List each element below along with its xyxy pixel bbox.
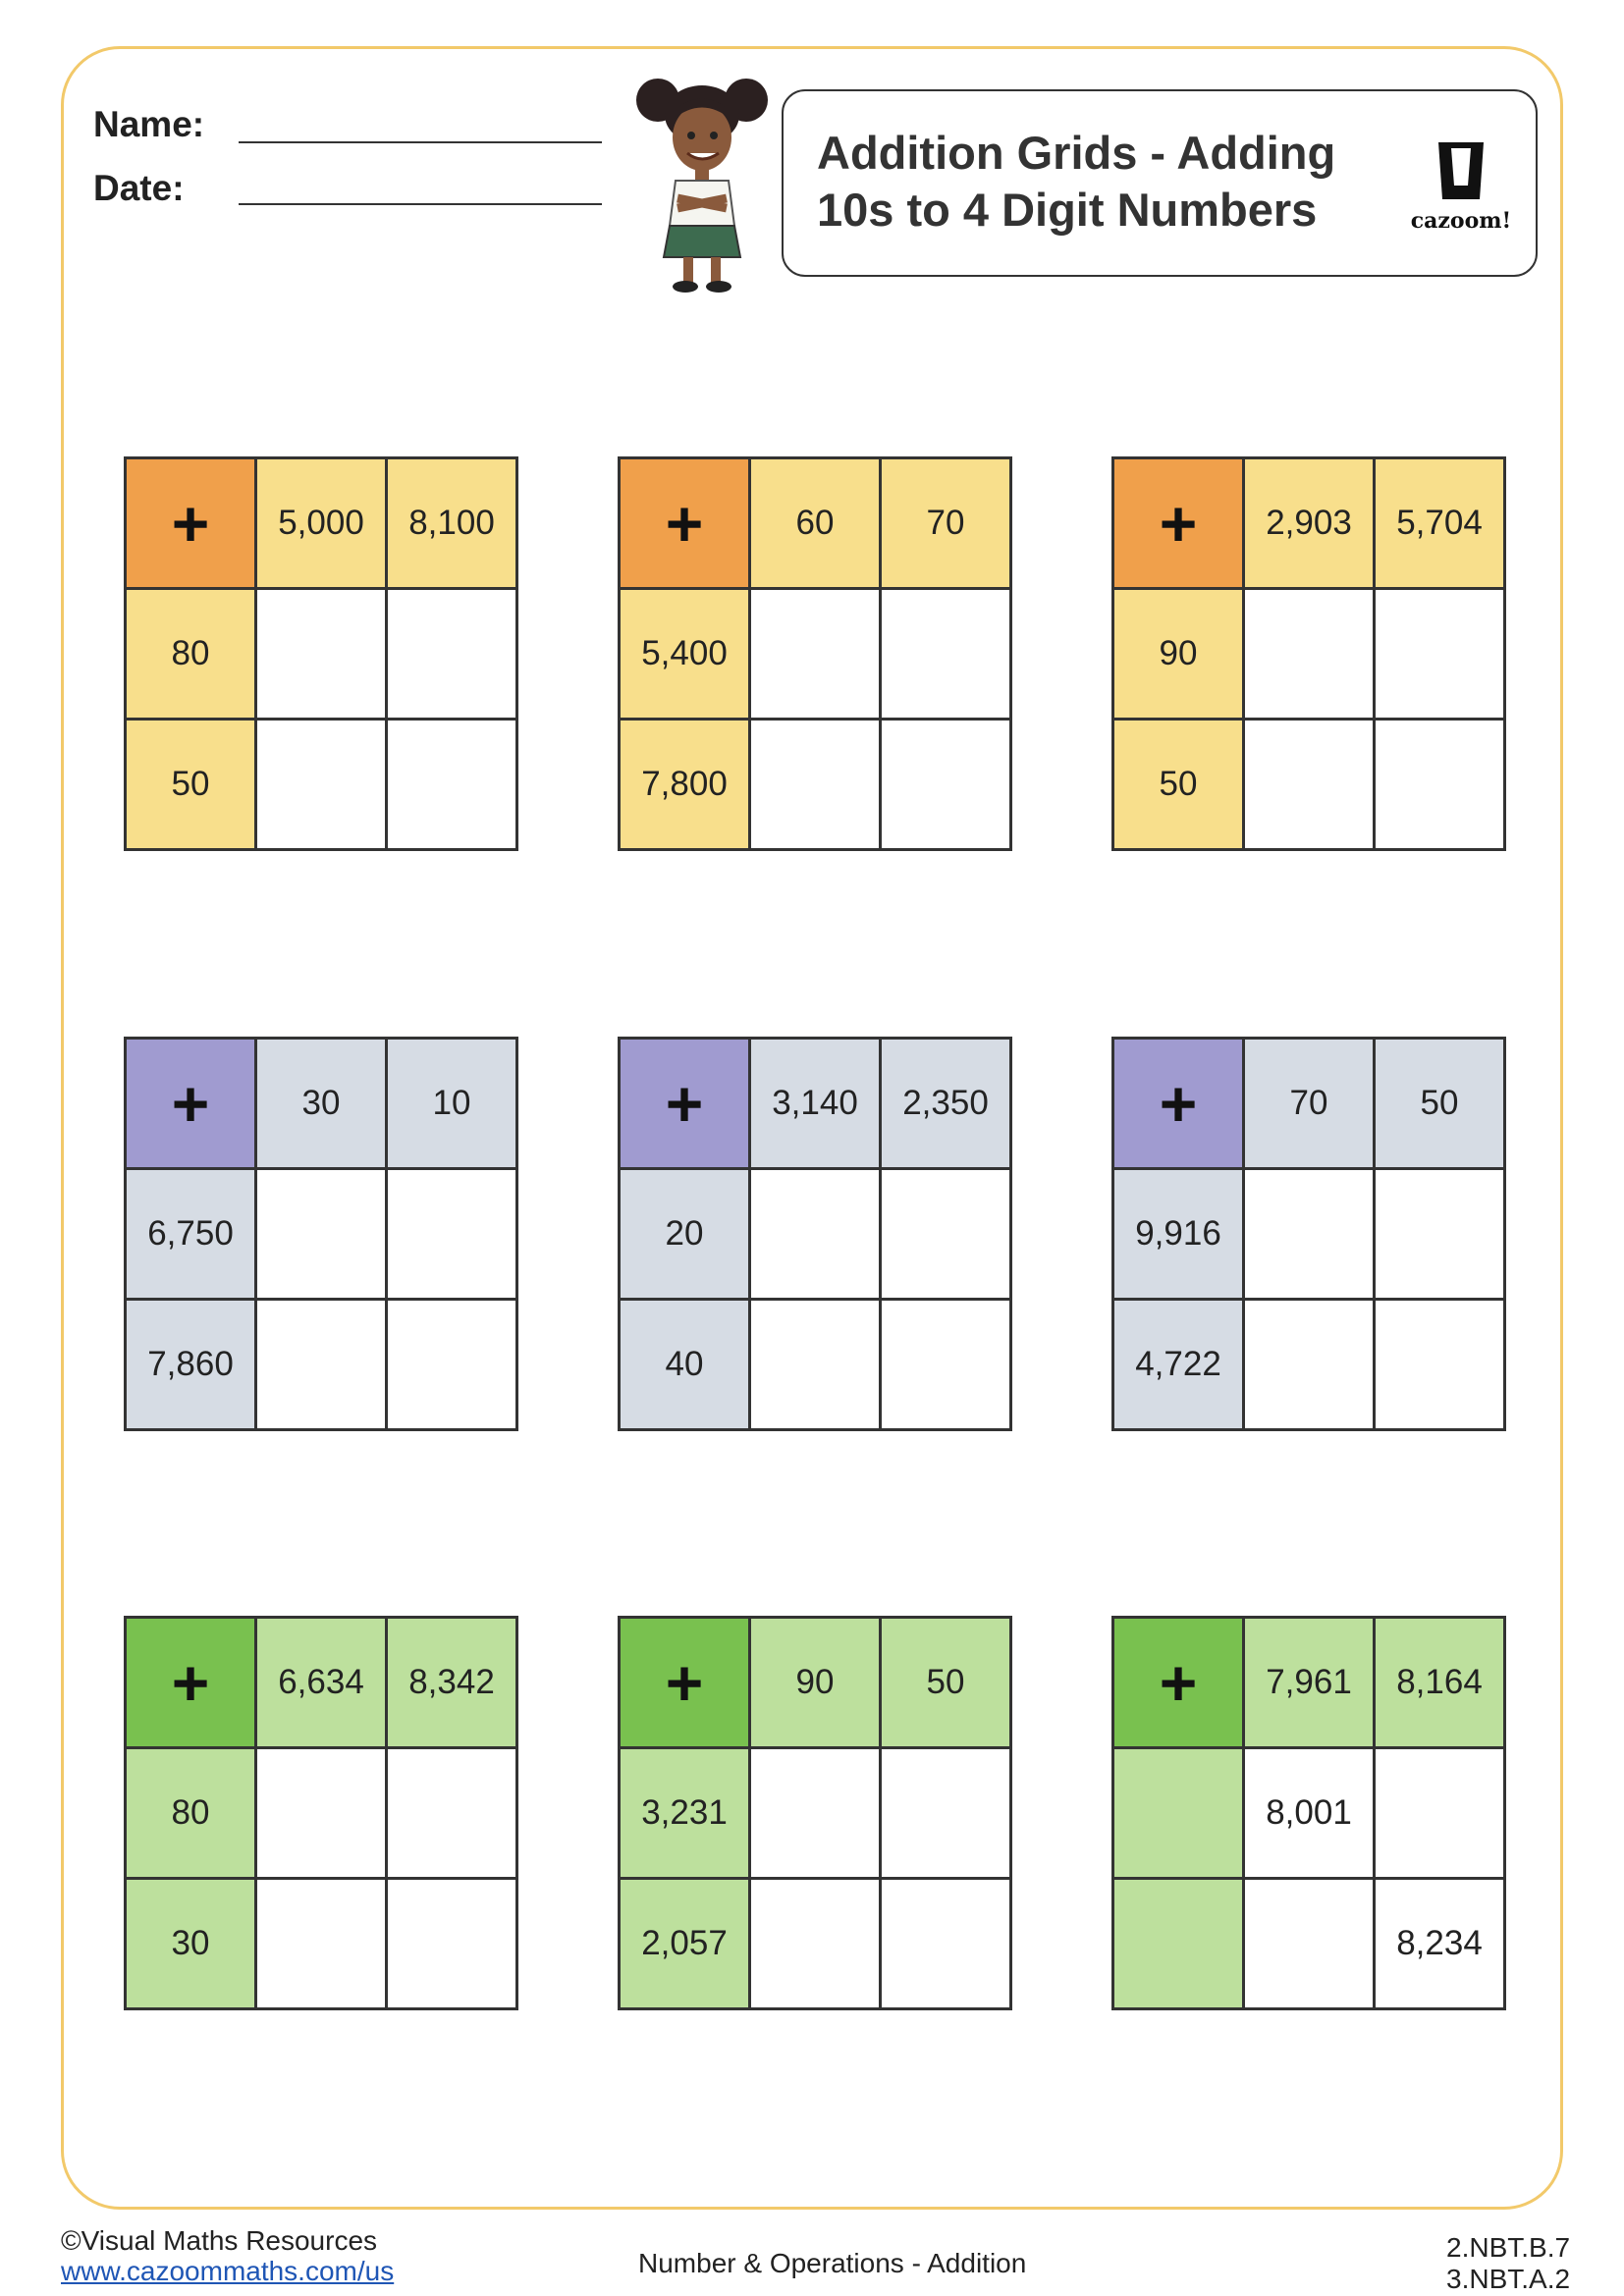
- answer-cell[interactable]: [1375, 589, 1505, 720]
- column-header: 8,164: [1375, 1618, 1505, 1748]
- row-header: 50: [126, 720, 256, 850]
- name-label: Name:: [93, 104, 205, 144]
- footer-topic: Number & Operations - Addition: [638, 2248, 1027, 2278]
- date-line[interactable]: [239, 203, 602, 205]
- title-box: [782, 89, 1538, 277]
- footer-url-link[interactable]: www.cazoommaths.com/us: [61, 2256, 395, 2286]
- column-header: 90: [750, 1618, 881, 1748]
- addition-grid-4: [124, 1037, 518, 1431]
- row-header[interactable]: [1113, 1748, 1244, 1879]
- column-header: 10: [387, 1039, 517, 1169]
- plus-icon: +: [126, 1039, 256, 1169]
- row-header: 7,800: [620, 720, 750, 850]
- answer-cell[interactable]: [881, 1300, 1011, 1430]
- column-header: 5,000: [256, 458, 387, 589]
- answer-cell[interactable]: [881, 1748, 1011, 1879]
- row-header: 30: [126, 1879, 256, 2009]
- addition-grid-7: [124, 1616, 518, 2010]
- girl-mascot-illustration: [628, 61, 776, 296]
- column-header: 2,903: [1244, 458, 1375, 589]
- row-header: 50: [1113, 720, 1244, 850]
- cazoom-logo: [1397, 138, 1525, 237]
- answer-cell[interactable]: [1375, 1169, 1505, 1300]
- answer-cell[interactable]: [1375, 720, 1505, 850]
- cup-icon: [1397, 138, 1525, 207]
- column-header: 50: [881, 1618, 1011, 1748]
- row-header: 3,231: [620, 1748, 750, 1879]
- answer-cell[interactable]: [1244, 589, 1375, 720]
- plus-icon: +: [1113, 458, 1244, 589]
- column-header: 70: [881, 458, 1011, 589]
- answer-cell[interactable]: [387, 1169, 517, 1300]
- plus-icon: +: [126, 1618, 256, 1748]
- column-header: 50: [1375, 1039, 1505, 1169]
- answer-cell[interactable]: [881, 589, 1011, 720]
- worksheet-title: [817, 125, 1335, 239]
- answer-cell[interactable]: [750, 589, 881, 720]
- column-header: 3,140: [750, 1039, 881, 1169]
- plus-icon: +: [1113, 1039, 1244, 1169]
- name-line[interactable]: [239, 141, 602, 143]
- row-header: 9,916: [1113, 1169, 1244, 1300]
- title-line-2: 10s to 4 Digit Numbers: [817, 184, 1318, 236]
- column-header: 2,350: [881, 1039, 1011, 1169]
- answer-cell[interactable]: [750, 1169, 881, 1300]
- addition-grid-3: [1111, 456, 1506, 851]
- addition-grid-9: [1111, 1616, 1506, 2010]
- addition-grid-8: [618, 1616, 1012, 2010]
- answer-cell[interactable]: [750, 1879, 881, 2009]
- column-header: 5,704: [1375, 458, 1505, 589]
- answer-cell[interactable]: [881, 1169, 1011, 1300]
- answer-cell[interactable]: [1244, 1300, 1375, 1430]
- row-header: 6,750: [126, 1169, 256, 1300]
- row-header: 5,400: [620, 589, 750, 720]
- answer-cell[interactable]: [750, 1300, 881, 1430]
- column-header: 8,100: [387, 458, 517, 589]
- answer-cell[interactable]: [387, 720, 517, 850]
- addition-grid-2: [618, 456, 1012, 851]
- answer-cell[interactable]: [256, 589, 387, 720]
- column-header: 6,634: [256, 1618, 387, 1748]
- answer-cell[interactable]: [387, 589, 517, 720]
- standard-code-2: 3.NBT.A.2: [1446, 2264, 1571, 2294]
- answer-cell[interactable]: [1244, 720, 1375, 850]
- date-label: Date:: [93, 168, 185, 208]
- row-header: 20: [620, 1169, 750, 1300]
- row-header: 80: [126, 1748, 256, 1879]
- answer-cell[interactable]: [256, 1748, 387, 1879]
- answer-cell[interactable]: [387, 1300, 517, 1430]
- column-header: 70: [1244, 1039, 1375, 1169]
- standard-code-1: 2.NBT.B.7: [1446, 2232, 1571, 2263]
- row-header: 40: [620, 1300, 750, 1430]
- answer-cell[interactable]: [256, 1300, 387, 1430]
- column-header: 30: [256, 1039, 387, 1169]
- answer-cell[interactable]: [881, 1879, 1011, 2009]
- addition-grid-6: [1111, 1037, 1506, 1431]
- row-header: 80: [126, 589, 256, 720]
- answer-cell[interactable]: [1375, 1300, 1505, 1430]
- answer-cell[interactable]: [256, 720, 387, 850]
- footer-copyright: ©Visual Maths Resources: [61, 2225, 378, 2256]
- plus-icon: +: [620, 1618, 750, 1748]
- column-header: 8,342: [387, 1618, 517, 1748]
- answer-cell: 8,234: [1375, 1879, 1505, 2009]
- answer-cell[interactable]: [750, 1748, 881, 1879]
- row-header: 2,057: [620, 1879, 750, 2009]
- answer-cell: 8,001: [1244, 1748, 1375, 1879]
- answer-cell[interactable]: [750, 720, 881, 850]
- answer-cell[interactable]: [1244, 1169, 1375, 1300]
- addition-grid-1: [124, 456, 518, 851]
- answer-cell[interactable]: [881, 720, 1011, 850]
- row-header: 7,860: [126, 1300, 256, 1430]
- column-header: 7,961: [1244, 1618, 1375, 1748]
- row-header: 4,722: [1113, 1300, 1244, 1430]
- row-header[interactable]: [1113, 1879, 1244, 2009]
- row-header: 90: [1113, 589, 1244, 720]
- answer-cell[interactable]: [387, 1879, 517, 2009]
- title-line-1: Addition Grids - Adding: [817, 127, 1336, 179]
- addition-grid-5: [618, 1037, 1012, 1431]
- answer-cell[interactable]: [387, 1748, 517, 1879]
- answer-cell[interactable]: [1375, 1748, 1505, 1879]
- answer-cell[interactable]: [1244, 1879, 1375, 2009]
- plus-icon: +: [620, 458, 750, 589]
- answer-cell[interactable]: [256, 1879, 387, 2009]
- plus-icon: +: [1113, 1618, 1244, 1748]
- answer-cell[interactable]: [256, 1169, 387, 1300]
- column-header: 60: [750, 458, 881, 589]
- plus-icon: +: [620, 1039, 750, 1169]
- plus-icon: +: [126, 458, 256, 589]
- logo-text: cazoom!: [1410, 208, 1512, 234]
- footer-link-wrap: [61, 2256, 394, 2287]
